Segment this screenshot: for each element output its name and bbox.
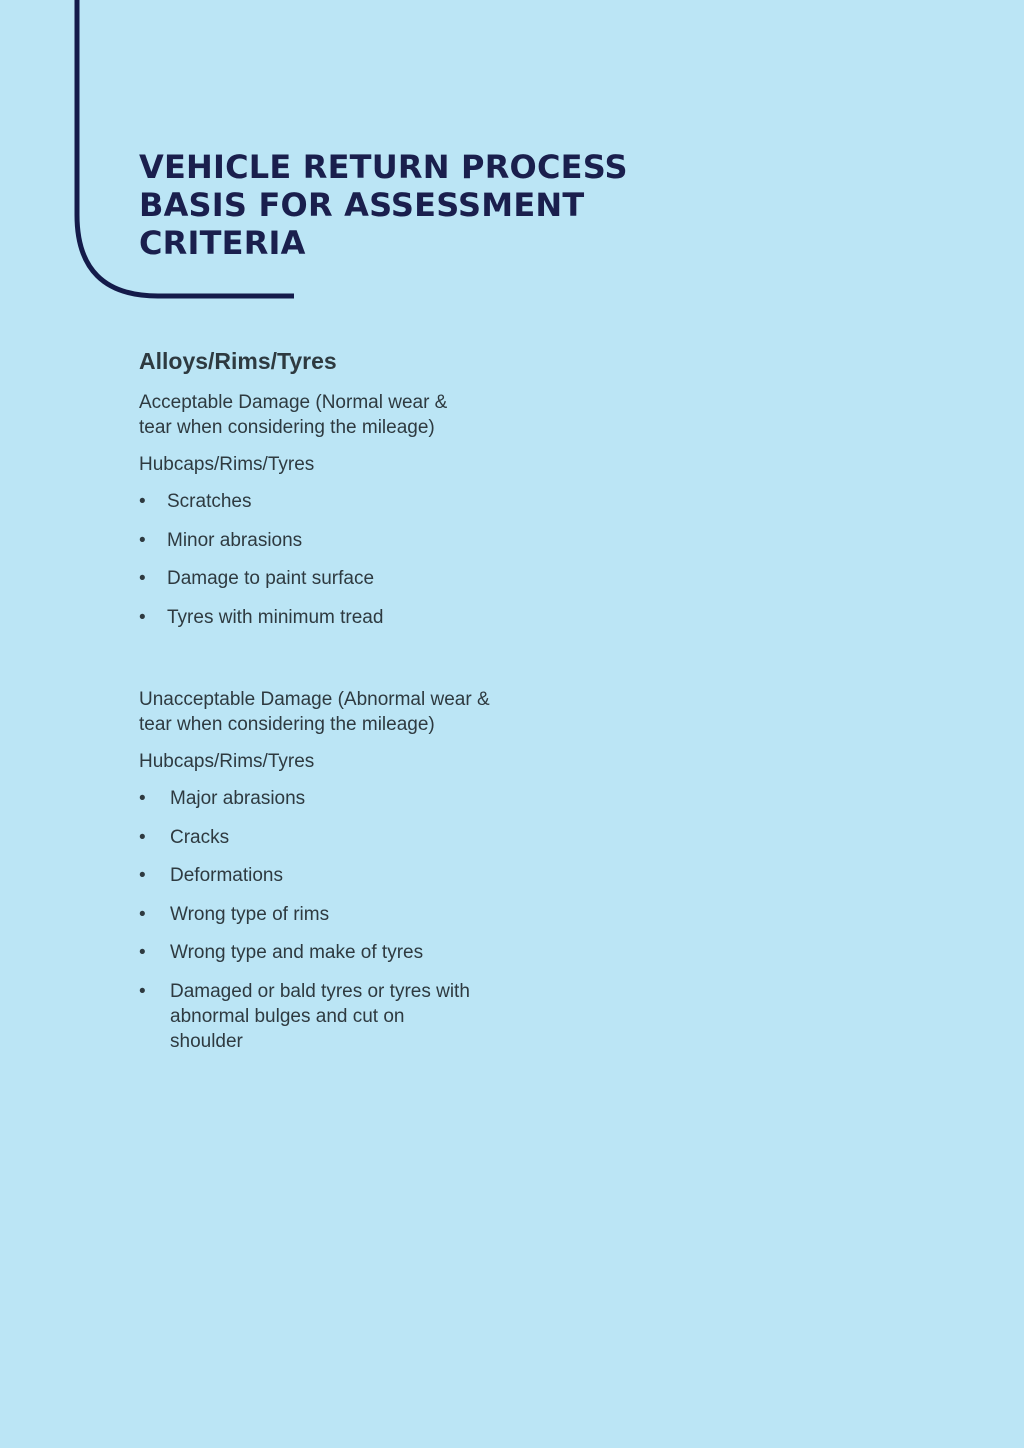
list-item: • Wrong type and make of tyres	[139, 942, 424, 963]
bullet-icon: •	[139, 826, 146, 848]
bullet-icon: •	[139, 865, 146, 886]
section-spacer	[139, 643, 559, 687]
list-item: • Wrong type of rims	[139, 903, 330, 925]
list-item: • Major abrasions	[139, 788, 306, 809]
list-item: • Tyres with minimum tread	[139, 606, 384, 628]
acceptable-damage-list	[139, 489, 559, 630]
list-item: • Minor abrasions	[139, 529, 303, 551]
list-item: • Deformations	[139, 865, 283, 886]
list-item: • Damage to paint surface	[139, 568, 375, 589]
unacceptable-damage-list	[139, 786, 559, 1054]
acceptable-sub-label: Hubcaps/Rims/Tyres	[139, 454, 315, 475]
page-title: VEHICLE RETURN PROCESS BASIS FOR ASSESSMENT CRITERIA	[139, 148, 628, 262]
acceptable-damage-intro: Acceptable Damage (Normal wear & tear when considering the mileage)	[139, 392, 448, 438]
list-item: • Damaged or bald tyres or tyres with abnormal bulges and cut on shoulder	[139, 980, 470, 1052]
bullet-icon: •	[139, 788, 146, 809]
bullet-icon: •	[139, 606, 146, 628]
list-item: • Scratches	[139, 491, 252, 512]
bullet-icon: •	[139, 980, 146, 1002]
unacceptable-sub-label: Hubcaps/Rims/Tyres	[139, 751, 315, 772]
bullet-icon: •	[139, 942, 146, 963]
content-body	[139, 346, 559, 1067]
list-item: • Cracks	[139, 826, 230, 848]
unacceptable-damage-intro: Unacceptable Damage (Abnormal wear & tear when considering the mileage)	[139, 689, 490, 735]
bullet-icon: •	[139, 568, 146, 589]
bullet-icon: •	[139, 491, 146, 512]
bullet-icon: •	[139, 903, 146, 925]
section-heading: Alloys/Rims/Tyres	[139, 348, 337, 374]
bullet-icon: •	[139, 529, 146, 551]
